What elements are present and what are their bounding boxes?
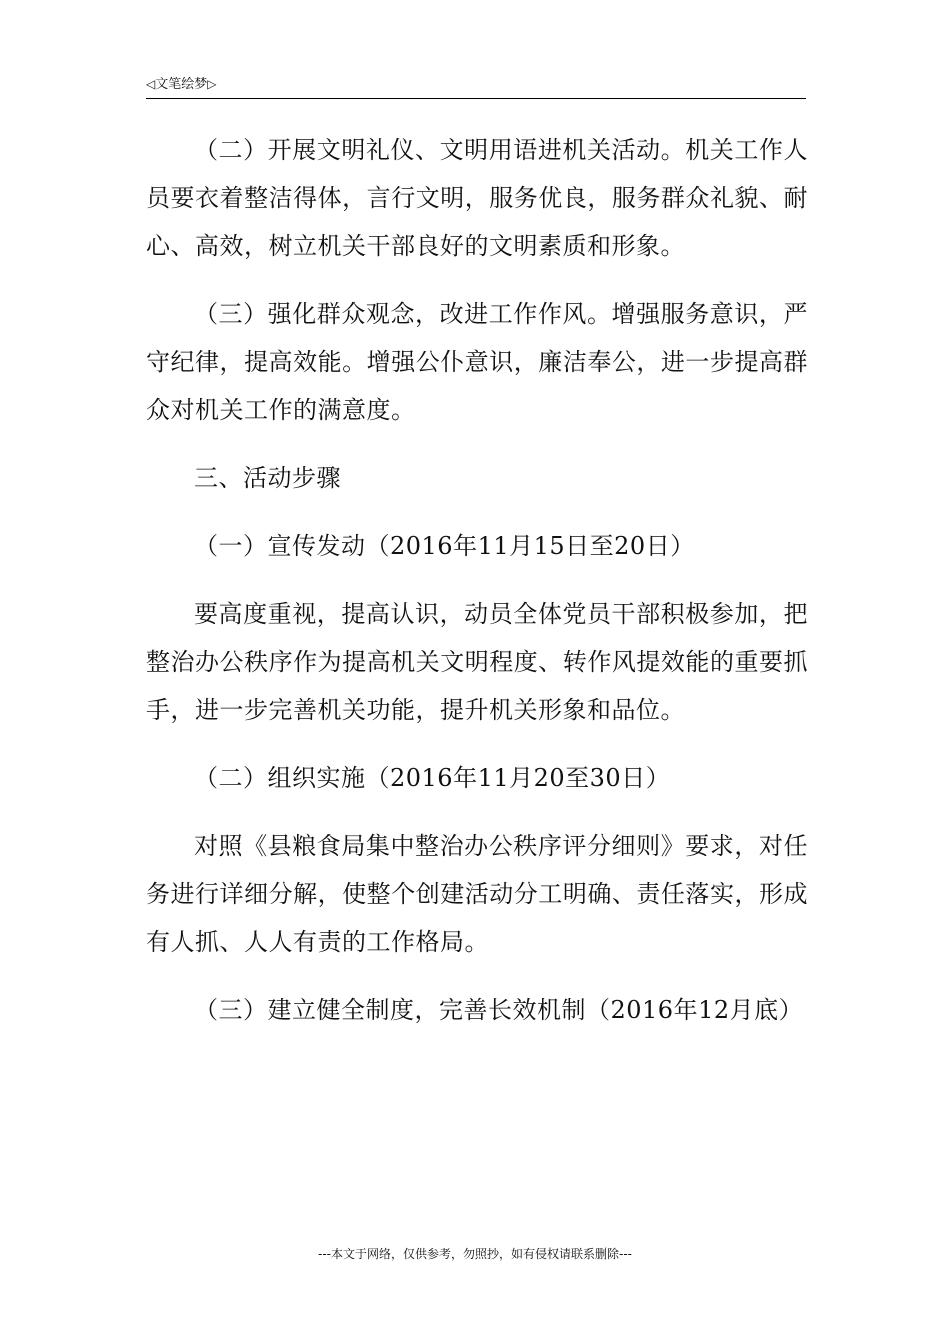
step-heading-publicity: （一）宣传发动（2016年11月15日至20日） <box>194 532 695 560</box>
right-triangle-icon: ▷ <box>207 77 217 91</box>
paragraph-civility: （二）开展文明礼仪、文明用语进机关活动。机关工作人员要衣着整洁得体，言行文明，服务优良，服务群众礼貌、耐心、高效，树立机关干部良好的文明素质和形象。 <box>146 136 808 260</box>
left-triangle-icon: ◁ <box>146 77 156 91</box>
paragraph-mass-awareness: （三）强化群众观念，改进工作作风。增强服务意识，严守纪律，提高效能。增强公仆意识，廉洁奉公，进一步提高群众对机关工作的满意度。 <box>146 300 808 424</box>
document-body <box>146 126 808 1054</box>
paragraph-implementation: 对照《县粮食局集中整治办公秩序评分细则》要求，对任务进行详细分解，使整个创建活动分工明确、责任落实，形成有人抓、人人有责的工作格局。 <box>146 832 808 956</box>
step-heading-implementation: （二）组织实施（2016年11月20至30日） <box>194 764 671 792</box>
paragraph-publicity: 要高度重视，提高认识，动员全体党员干部积极参加，把整治办公秩序作为提高机关文明程度、转作风提效能的重要抓手，进一步完善机关功能，提升机关形象和品位。 <box>146 600 808 724</box>
header-title: 文笔绘梦 <box>155 77 208 92</box>
section-heading-steps: 三、活动步骤 <box>194 464 341 492</box>
page-footer-disclaimer: ---本文于网络，仅供参考，勿照抄，如有侵权请联系删除--- <box>318 1247 632 1261</box>
page-header <box>146 74 806 99</box>
step-heading-system: （三）建立健全制度，完善长效机制（2016年12月底） <box>194 996 804 1024</box>
